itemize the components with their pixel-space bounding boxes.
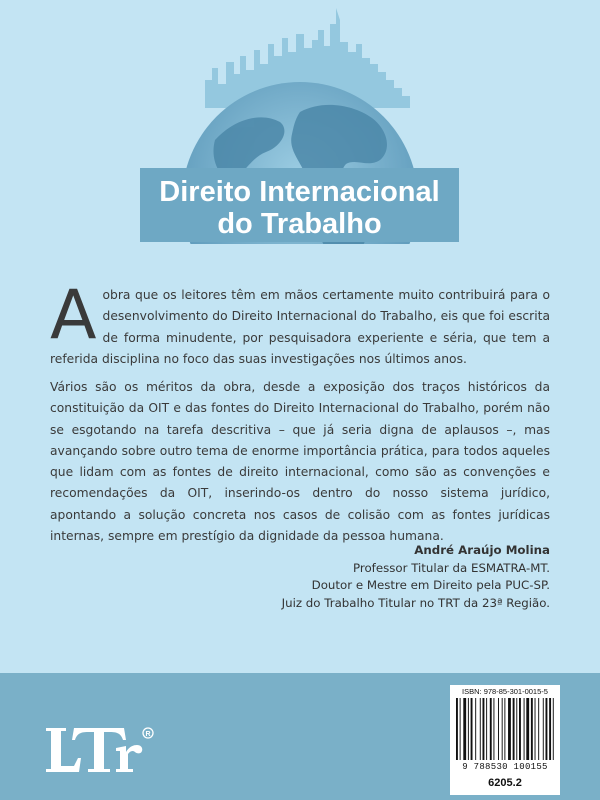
author-block [282,542,550,612]
drop-cap: A [50,276,97,355]
title-line-2: do Trabalho [217,208,382,240]
paragraph-2: Vários são os méritos da obra, desde a exposição dos traços históricos da constituição da OIT e das fontes do Direito Internacional do Trabalho, porém não se esgotando na tarefa descritiva – que já seria digna de aplausos –, mas avançando sobre outro tema de enorme importância prática, para todos aqueles que lidam com as fontes de direito internacional, como são as convenções e recomendações da OIT, inserindo-os dentro do nosso sistema jurídico, apontando a solução concreta nos casos de colisão com as fontes jurídicas internas, sempre em prestígio da dignidade da pessoa humana. [50,380,550,544]
product-code: 6205.2 [488,777,522,789]
barcode-icon [454,698,556,760]
author-credential-3: Juiz do Trabalho Titular no TRT da 23ª Região. [281,595,550,610]
svg-text:R: R [145,731,151,738]
paragraph-1-text: obra que os leitores têm em mãos certamente muito contribuirá para o desenvolvimento do Direito Internacional do Trabalho, eis que foi escrita de forma minudente, por pesquisadora experiente e séria, que tem a referida disciplina no foco das suas investigações nos últimos anos. [50,288,550,366]
barcode-digits: 9 788530 100155 [462,762,548,772]
author-credential-2: Doutor e Mestre em Direito pela PUC-SP. [311,578,550,593]
barcode-panel [450,685,560,795]
book-title [140,168,459,242]
author-name: André Araújo Molina [414,543,550,557]
paragraph-1 [50,276,550,370]
title-line-1: Direito Internacional [159,176,440,208]
isbn-label: ISBN: 978-85-301-0015-5 [462,687,548,696]
author-credential-1: Professor Titular da ESMATRA-MT. [352,560,550,575]
ltr-logo-icon [44,726,154,774]
